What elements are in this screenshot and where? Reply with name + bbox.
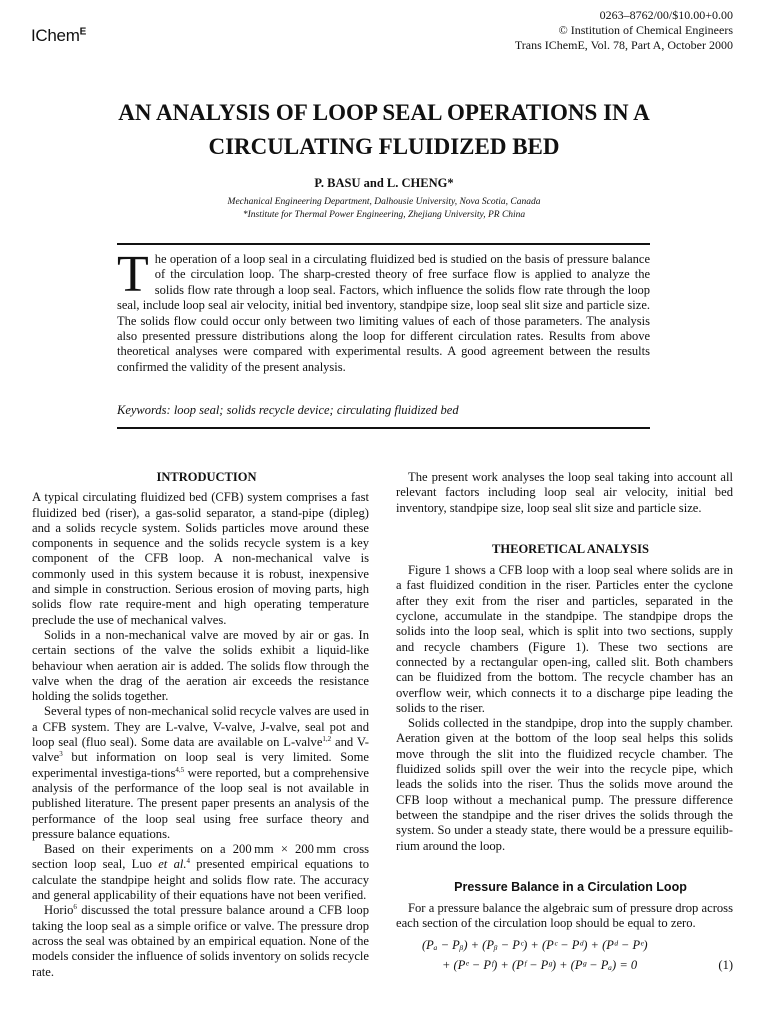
paragraph xyxy=(32,903,369,979)
equation-line-2: + (Pᵉ − Pᶠ) + (Pᶠ − Pᵍ) + (Pᵍ − Pₐ) = 0 xyxy=(442,957,638,972)
paragraph: The present work analyses the loop seal taking into account all relevant factors including loop seal air velocity, initial bed inventory, standpipe size, loop seal slit size and particle size. xyxy=(396,470,733,515)
text-run: presented empirical equations to calculate the standpipe height and solids flow rate. The accuracy and general applicability of their equations have not been verified. xyxy=(32,857,369,903)
citation: 4 xyxy=(186,857,191,866)
right-column xyxy=(396,470,733,978)
journal-logo xyxy=(31,26,86,46)
citation: 1,2 xyxy=(322,734,332,743)
text-run: Horio xyxy=(44,903,74,918)
keywords: Keywords: loop seal; solids recycle device; circulating fluidized bed xyxy=(117,403,459,417)
affiliation-1: Mechanical Engineering Department, Dalhousie University, Nova Scotia, Canada xyxy=(227,197,541,207)
left-column xyxy=(32,470,369,980)
citation: 3 xyxy=(59,750,63,759)
paper-title xyxy=(0,96,768,164)
equation-1 xyxy=(396,938,733,978)
title-line-1: AN ANALYSIS OF LOOP SEAL OPERATIONS IN A xyxy=(118,100,650,125)
pressure-balance-subheading: Pressure Balance in a Circulation Loop xyxy=(454,879,687,894)
abstract-dropcap: T xyxy=(117,246,149,303)
copyright-line: © Institution of Chemical Engineers xyxy=(558,23,733,37)
logo-text: IChem xyxy=(31,26,80,45)
text-run: and V-valve xyxy=(32,735,369,765)
issn-line: 0263–8762/00/$10.00+0.00 xyxy=(599,8,733,22)
affiliations xyxy=(0,196,768,222)
text-run: discussed the total pressure balance around a CFB loop taking the loop seal as a simple orifice or valve. The pressure drop across the seal was obtained by an empirical equation. None of the models consider the influence of solids inventory on solids recycle rate. xyxy=(32,903,369,979)
paragraph: A typical circulating fluidized bed (CFB) system comprises a fast fluidized bed (riser), a gas-solid separator, a stand-pipe (dipleg) and a solids recycle system. Solids particles move around these components in sequence and the solids recycle system is a key component of the CFB loop. A non-mechanical valve is commonly used in this system because it is robust, inexpensive and simple in construction. Serious erosion of moving parts, high solids flow rate require-ment and high operating temperature preclude the use of mechanical valves. xyxy=(32,490,369,627)
abstract-bottom-rule xyxy=(117,427,650,429)
equation-number: (1) xyxy=(718,957,733,972)
et-al: et al. xyxy=(158,857,187,872)
logo-superscript: E xyxy=(79,26,86,38)
introduction-heading: INTRODUCTION xyxy=(156,470,257,484)
text-run: were reported, but a comprehensive analysis of the performance of the loop seal is not available in published literature. The present paper presents an analysis of the performance of the loop seal using free surface theory and pressure balance equations. xyxy=(32,765,369,841)
text-run: but information on loop seal is very limited. Some experimental investiga-tions xyxy=(32,750,369,780)
text-run: Several types of non-mechanical solid recycle valves are used in a CFB system. They are L-valve, V-valve, J-valve, seal pot and loop seal (fluo seal). Some data are available on L-valve xyxy=(32,704,369,750)
publication-info xyxy=(515,8,733,53)
journal-line: Trans IChemE, Vol. 78, Part A, October 2000 xyxy=(514,38,733,52)
paragraph: For a pressure balance the algebraic sum of pressure drop across each section of the circulation loop should be equal to zero. xyxy=(396,901,733,931)
affiliation-2: *Institute for Thermal Power Engineering, Zhejiang University, PR China xyxy=(242,210,526,220)
text-run: Based on their experiments on a 200 mm × 200 mm cross section loop seal, Luo xyxy=(32,842,369,872)
paragraph: Solids collected in the standpipe, drop into the supply chamber. Aeration given at the bottom of the loop seal helps this solids move through the slit into the fluidized recycle chamber. The fluidized solids spill over the weir into the recycle pipe, which leads the solids into the riser. Thus the solids move around the CFB loop without a mechanical pump. The pressure difference between the standpipe and the riser drives the solids through the system. So under a steady state, there would be a pressure equilib-rium around the loop. xyxy=(396,716,733,853)
citation: 4,5 xyxy=(175,765,185,774)
title-line-2: CIRCULATING FLUIDIZED BED xyxy=(208,134,560,159)
citation: 6 xyxy=(73,903,77,912)
paragraph xyxy=(32,704,369,842)
paragraph: Solids in a non-mechanical valve are moved by air or gas. In certain sections of the valve the solids exhibit a liquid-like behaviour when aeration air is added. The solids flow through the valve when the drag of the aeration air exceeds the resistance holding the solids together. xyxy=(32,627,369,704)
paragraph: Figure 1 shows a CFB loop with a loop seal where solids are in a fast fluidized condition in the riser. Particles enter the cyclone after they exit from the riser and particles, separated in the cyclone, accumulate in the standpipe. The standpipe drops the solids into the loop seal, which is split into two sections, supply and recycle chambers (Figure 1). These two sections are connected by a rectangular open-ing, called slit. Both chambers can be fluidized from the bottom. The recycle chamber has an overflow weir, which connects it to a discharge pipe leading the solids to the riser. xyxy=(396,563,733,715)
equation-line-1: (Pₐ − Pᵦ) + (Pᵦ − Pᶜ) + (Pᶜ − Pᵈ) + (Pᵈ − Pᵉ) xyxy=(422,937,648,952)
paragraph xyxy=(32,842,369,903)
abstract-text: he operation of a loop seal in a circulating fluidized bed is studied on the basis of pressure balance of the circulation loop. The sharp-crested theory of free surface flow is applied to analyze the solids flow rate through a loop seal. Factors, which influence the solids flow rate through the loop seal, include loop seal air velocity, initial bed inventory, standpipe size, loop seal slit size and particle size. The solids flow could occur only between two limiting values of each of those parameters. The analysis also presented pressure distributions along the loop for different circulation rates. Results from above theoretical analyses were compared with experimental results. A good agreement between the results confirmed the validity of the present analysis. xyxy=(117,252,650,374)
authors: P. BASU and L. CHENG* xyxy=(314,176,454,190)
abstract-top-rule xyxy=(117,243,650,245)
theoretical-analysis-heading: THEORETICAL ANALYSIS xyxy=(492,541,649,556)
abstract xyxy=(117,246,650,375)
